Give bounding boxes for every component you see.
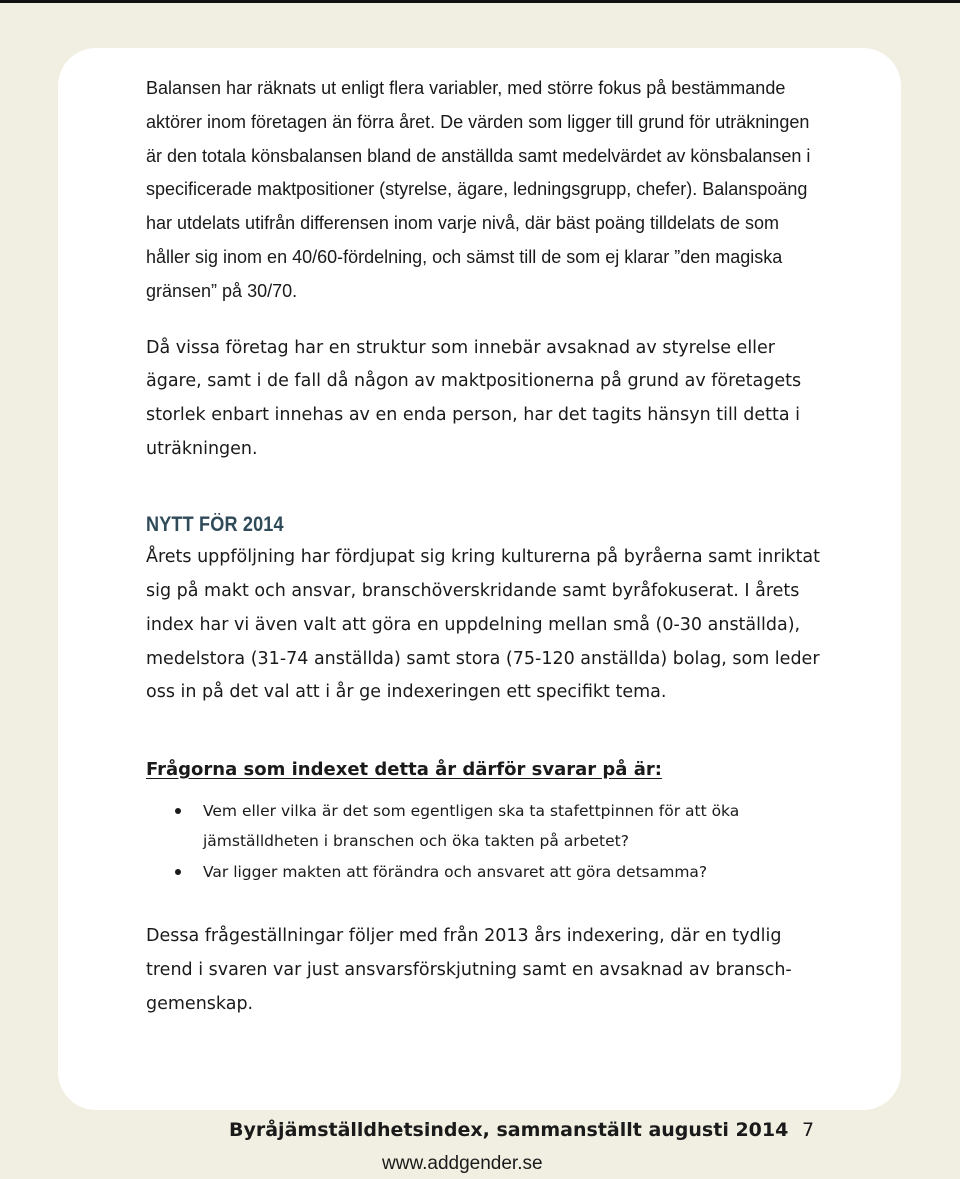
page-number: 7 [802,1119,815,1141]
questions-list [146,796,826,888]
list-item: Vem eller vilka är det som egentligen ska ta stafettpinnen för att öka jämställdheten i branschen och öka takten på arbetet? [146,796,826,857]
paragraph-balance-method: Balansen har räknats ut enligt flera variabler, med större fokus på bestämmande aktörer inom företagen än förra året. De värden som ligger till grund för uträkningen är den totala könsbalansen bland de anställda samt medelvärdet av könsbalansen i specificerade maktpositioner (styrelse, ägare, ledningsgrupp, chefer). Balanspoäng har utdelats utifrån differensen inom varje nivå, där bäst poäng tilldelats de som håller sig inom en 40/60-fördelning, och sämst till de som ej klarar ”den magiska gränsen” på 30/70. [146,78,811,301]
paragraph-conclusion: Dessa frågeställningar följer med från 2013 års indexering, där en tydlig trend i svaren var just ansvarsförskjutning samt en avsaknad av bransch-gemenskap. [146,926,792,1014]
section-heading: NYTT FÖR 2014 [146,513,284,537]
article-body [146,72,826,1022]
top-border [0,0,960,3]
list-item: Var ligger makten att förändra och ansvaret att göra detsamma? [146,857,826,888]
footer-title: Byråjämställdhetsindex, sammanställt augusti 2014 [229,1119,789,1141]
paragraph-new-2014: Årets uppföljning har fördjupat sig kring kulturerna på byråerna samt inriktat sig på makt och ansvar, branschöverskridande samt byråfokuserat. I årets index har vi även valt att göra en uppdelning mellan små (0-30 anställda), medelstora (31-74 anställda) samt stora (75-120 anställda) bolag, som leder oss in på det val att i år ge indexeringen ett specifikt tema. [146,547,821,703]
questions-heading: Frågorna som indexet detta år därför svarar på är: [146,758,662,780]
footer-url[interactable]: www.addgender.se [382,1153,543,1174]
paragraph-structure-note: Då vissa företag har en struktur som innebär avsaknad av styrelse eller ägare, samt i de fall då någon av maktpositionerna på grund av företagets storlek enbart innehas av en enda person, har det tagits hänsyn till detta i uträkningen. [146,337,802,459]
